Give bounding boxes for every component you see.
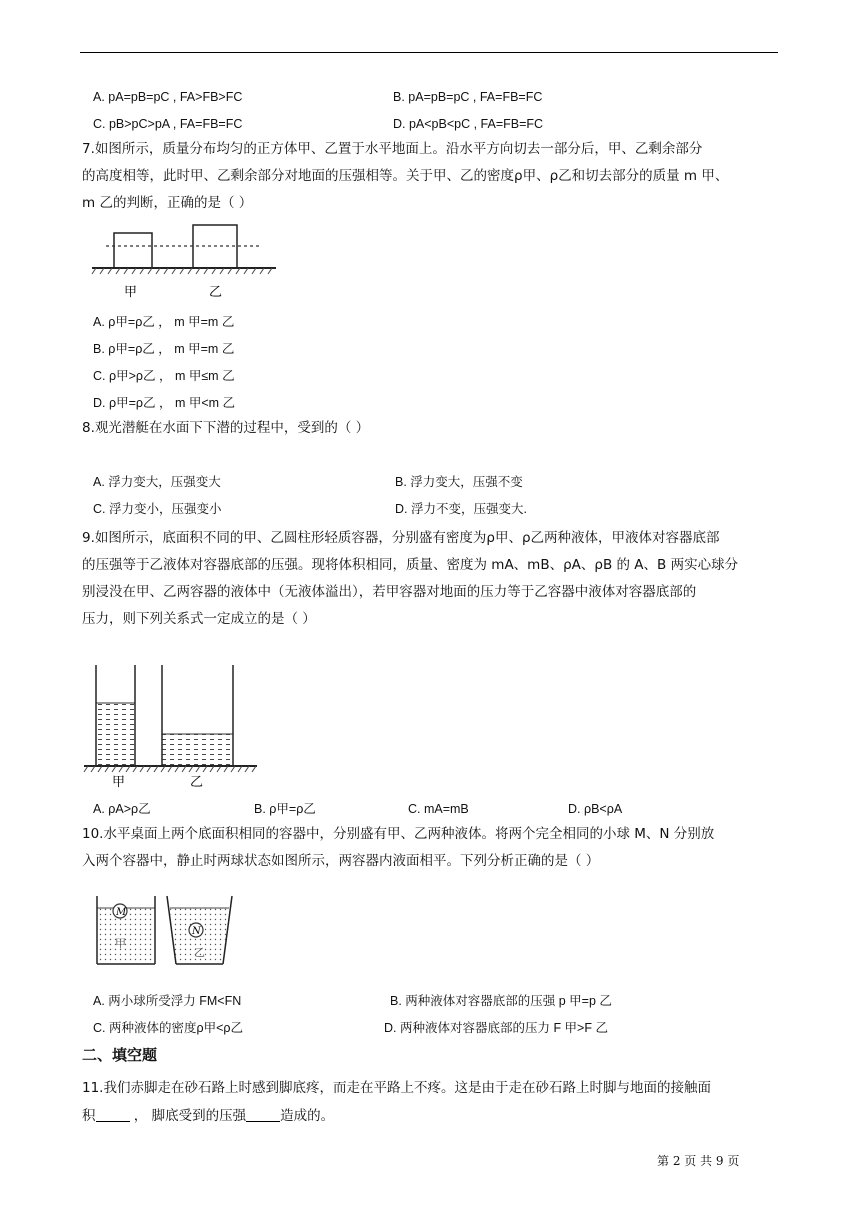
q7-option-b[interactable]: B. ρ甲=ρ乙 ， m 甲=m 乙	[93, 342, 235, 356]
q9-option-c[interactable]: C. mA=mB	[408, 802, 469, 816]
header-rule	[80, 52, 778, 53]
q10-liquid-right-label: 乙	[194, 946, 205, 959]
q8-option-a[interactable]: A. 浮力变大，压强变大	[93, 475, 221, 489]
q10-stem-line-1: 10.水平桌面上两个底面积相同的容器中，分别盛有甲、乙两种液体。将两个完全相同的小球 M、N 分别放	[82, 826, 715, 842]
q7-option-d[interactable]: D. ρ甲=ρ乙 ， m 甲<m 乙	[93, 396, 236, 410]
q9-stem-line-3: 别浸没在甲、乙两容器的液体中（无液体溢出），若甲容器对地面的压力等于乙容器中液体对容器底部的	[82, 584, 697, 600]
page-number: 第 2 页 共 9 页	[657, 1154, 740, 1168]
q11-stem-line-2	[82, 1106, 334, 1126]
q7-option-c[interactable]: C. ρ甲>ρ乙 ， m 甲≤m 乙	[93, 369, 235, 383]
q7-figure-cubes	[88, 222, 283, 302]
q10-liquid-left-label: 甲	[115, 937, 126, 950]
q10-option-c[interactable]: C. 两种液体的密度ρ甲<ρ乙	[93, 1021, 243, 1035]
q10-ball-n-label: N	[192, 926, 201, 937]
q11-text-a: 积	[82, 1108, 96, 1124]
q6-option-a[interactable]: A. pA=pB=pC , FA>FB>FC	[93, 90, 243, 104]
q7-figure-label-left: 甲	[124, 285, 138, 300]
q8-option-c[interactable]: C. 浮力变小，压强变小	[93, 502, 222, 516]
q11-stem-line-1: 11.我们赤脚走在砂石路上时感到脚底疼，而走在平路上不疼。这是由于走在砂石路上时脚与地面的接触面	[82, 1080, 711, 1096]
q10-option-a[interactable]: A. 两小球所受浮力 FM<FN	[93, 994, 242, 1008]
q8-stem: 8.观光潜艇在水面下下潜的过程中，受到的（ ）	[82, 420, 370, 436]
q11-text-b: ， 脚底受到的压强	[133, 1108, 247, 1124]
q9-figure-containers	[82, 662, 262, 792]
q6-option-b[interactable]: B. pA=pB=pC , FA=FB=FC	[393, 90, 543, 104]
q9-option-b[interactable]: B. ρ甲=ρ乙	[254, 802, 316, 816]
q10-figure-containers	[88, 892, 240, 970]
q9-option-a[interactable]: A. ρA>ρ乙	[93, 802, 151, 816]
q10-option-d[interactable]: D. 两种液体对容器底部的压力 F 甲>F 乙	[384, 1021, 608, 1035]
q10-option-b[interactable]: B. 两种液体对容器底部的压强 p 甲=p 乙	[390, 994, 612, 1008]
q9-figure-label-left: 甲	[112, 775, 126, 790]
q7-stem-line-1: 7.如图所示，质量分布均匀的正方体甲、乙置于水平地面上。沿水平方向切去一部分后，甲、乙剩余部分	[82, 141, 703, 157]
q9-stem-line-1: 9.如图所示，底面积不同的甲、乙圆柱形轻质容器，分别盛有密度为ρ甲、ρ乙两种液体，甲液体对容器底部	[82, 530, 720, 546]
q11-blank-1[interactable]	[96, 1107, 130, 1122]
q8-option-d[interactable]: D. 浮力不变，压强变大.	[395, 502, 527, 516]
q7-option-a[interactable]: A. ρ甲=ρ乙 ， m 甲=m 乙	[93, 315, 235, 329]
section-2-title: 二、填空题	[82, 1046, 158, 1064]
q9-stem-line-4: 压力，则下列关系式一定成立的是（ ）	[82, 611, 316, 627]
q7-figure-label-right: 乙	[209, 285, 223, 300]
q6-option-d[interactable]: D. pA<pB<pC , FA=FB=FC	[393, 117, 544, 131]
q10-ball-m-label: M	[116, 907, 127, 918]
q7-stem-line-2: 的高度相等，此时甲、乙剩余部分对地面的压强相等。关于甲、乙的密度ρ甲、ρ乙和切去部分的质量 m 甲、	[82, 168, 729, 184]
q6-option-c[interactable]: C. pB>pC>pA , FA=FB=FC	[93, 117, 243, 131]
q11-blank-2[interactable]	[246, 1107, 280, 1122]
q9-figure-label-right: 乙	[190, 775, 204, 790]
q10-stem-line-2: 入两个容器中，静止时两球状态如图所示，两容器内液面相平。下列分析正确的是（ ）	[82, 853, 600, 869]
q11-text-c: 造成的。	[280, 1108, 335, 1124]
q7-stem-line-3: m 乙的判断，正确的是（ ）	[82, 195, 253, 211]
q9-option-d[interactable]: D. ρB<ρA	[568, 802, 623, 816]
q8-option-b[interactable]: B. 浮力变大，压强不变	[395, 475, 523, 489]
q9-stem-line-2: 的压强等于乙液体对容器底部的压强。现将体积相同，质量、密度为 mA、mB、ρA、ρB 的 A、B 两实心球分	[82, 557, 739, 573]
